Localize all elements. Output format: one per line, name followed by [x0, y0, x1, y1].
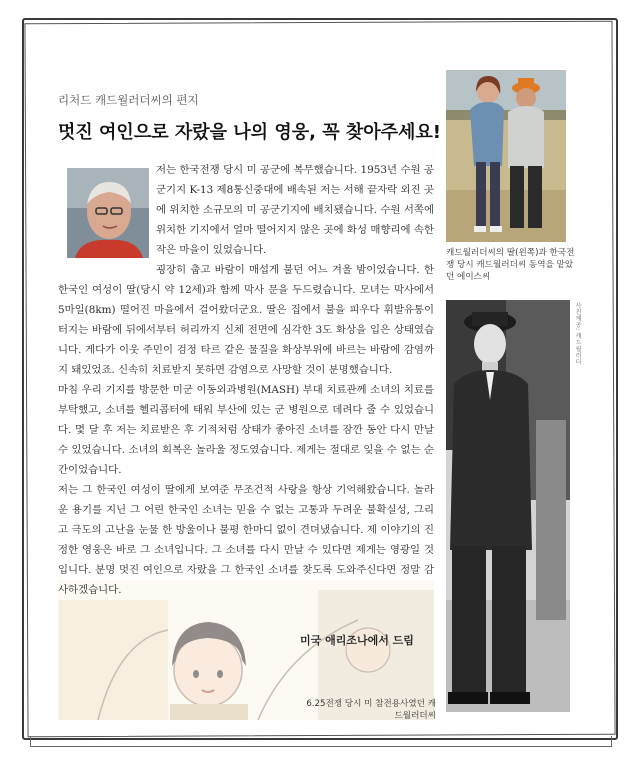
- letter-paragraph: 저는 한국전쟁 당시 미 공군에 복무했습니다. 1953년 수원 공군기지 K-13 제8통신중대에 배속된 저는 서해 끝자락 외진 곳에 위치한 소규모의 미 공군기지에 배치됐습니다. 수원 서쪽에 위치한 기지에서 얼마 떨어지지 않은 곳에 화성 매향리에 속한 작은 마을이 있었습니다.: [156, 164, 434, 256]
- article-title: 멋진 여인으로 자랐을 나의 영웅, 꼭 찾아주세요!: [58, 122, 442, 143]
- photo-caption-top: 캐드월러더씨의 딸(왼쪽)과 한국전쟁 당시 캐드월러더씨 동역을 맡았던 에이스씨: [446, 248, 575, 282]
- letter-paragraph: 마침 우리 기지를 방문한 미군 이동외과병원(MASH) 부대 치료관께 소녀의 치료를 부탁했고, 소녀를 헬리콥터에 태워 부산에 있는 군 병원으로 데려다 줄 수 있었습니다. 몇 달 후 저는 치료받은 후 기적처럼 상태가 좋아진 소녀를 잠깐 동안 다시 만날 수 있었습니다. 소녀의 회복은 놀라울 정도였습니다. 제게는 절대로 잊을 수 없는 순간이었습니다.: [58, 384, 434, 476]
- paper-stack-edge: [30, 736, 612, 747]
- kicker-label: 리처드 캐드월러더씨의 편지: [58, 93, 199, 107]
- letter-paragraph: 저는 그 한국인 여성이 딸에게 보여준 무조건적 사랑을 항상 기억해왔습니다. 놀라운 용기를 지닌 그 어린 한국인 소녀는 믿을 수 없는 고통과 두려운 불확실성, 그리고 극도의 고난을 눈물 한 방울이나 불평 한마디 없이 견뎌냈습니다. 제 이야기의 진정한 영웅은 바로 그 소녀입니다. 그 소녀를 다시 만날 수 있다면 제게는 영광일 것입니다. 분명 멋진 여인으로 자랐을 그 한국인 소녀를 찾도록 도와주신다면 정말 감사하겠습니다.: [58, 484, 434, 596]
- photo-credit: 사진제공: 캐드월러더: [574, 302, 581, 366]
- photo-veteran: [446, 300, 570, 712]
- photo-daughter-and-friend: [446, 70, 566, 242]
- letter-body: [58, 160, 434, 600]
- photo-caption-bottom: 6.25전쟁 당시 미 참전용사였던 캐드월러더씨: [306, 699, 436, 721]
- signature-line: 미국 애리조나에서 드림: [300, 634, 414, 647]
- letter-paragraph: 굉장히 춥고 바람이 매섭게 불던 어느 겨울 밤이었습니다. 한 한국인 여성이 딸(당시 약 12세)과 함께 막사 문을 두드렸습니다. 모녀는 막사에서 5마일(8km) 떨어진 마을에서 걸어왔더군요. 딸은 집에서 불을 피우다 휘발유통이 터지는 바람에 뒤에서부터 허리까지 신체 전면에 심각한 3도 화상을 입은 상태였습니다. 게다가 이웃 주민이 검정 타르 같은 물질을 화상부위에 바르는 바람에 감염까지 돼있었죠. 신속히 치료받지 못하면 감염으로 사망할 것이 분명했습니다.: [58, 264, 434, 376]
